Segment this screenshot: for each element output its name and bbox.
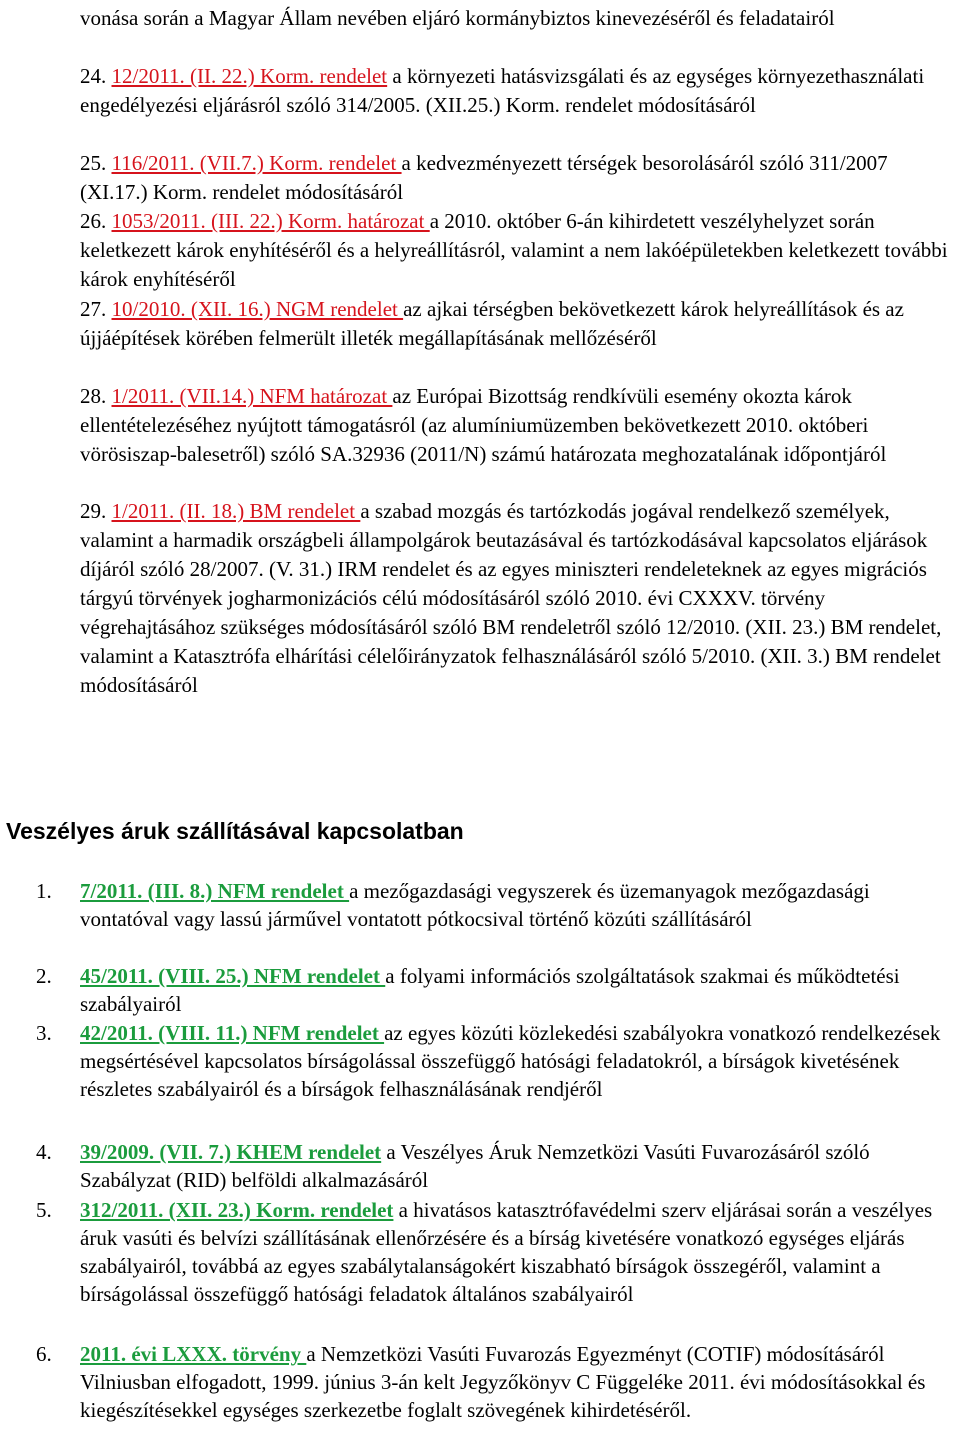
list-item	[80, 4, 960, 33]
item-text: a mezőgazdasági vegyszerek és üzemanyagok mezőgazdasági vontatóval vagy lassú járművel vontatott pótkocsival történő közúti szállításáról	[80, 879, 870, 931]
list-item	[36, 1196, 956, 1308]
law-link[interactable]: 45/2011. (VIII. 25.) NFM rendelet	[80, 964, 386, 988]
item-number: 2.	[36, 964, 52, 988]
item-number: 1.	[36, 879, 52, 903]
list-item	[36, 1019, 956, 1103]
list-item	[36, 1138, 956, 1194]
item-text: a folyami információs szolgáltatások szakmai és működtetési szabályairól	[80, 964, 900, 1016]
item-number: 3.	[36, 1021, 52, 1045]
item-number: 24.	[80, 64, 107, 88]
item-text: az ajkai térségben bekövetkezett károk helyreállítások és az újjáépítések körében felmerült illeték megállapításának mellőzéséről	[80, 297, 904, 350]
list-item	[80, 62, 960, 120]
law-link[interactable]: 116/2011. (VII.7.) Korm. rendelet	[111, 151, 402, 175]
law-link[interactable]: 1/2011. (VII.14.) NFM határozat	[111, 384, 393, 408]
item-number: 5.	[36, 1198, 52, 1222]
item-text: a hivatásos katasztrófavédelmi szerv eljárásai során a veszélyes áruk vasúti és belvízi szállításának ellenőrzésére és a bírság kivetésére vonatkozó egységes eljárás szabályairól, továbbá az egyes szabálytalanságokért kiszabható bírságok összegéről, valamint a bírságolással összefüggő hatósági feladatok általános szabályairól	[80, 1198, 933, 1306]
item-text: vonása során a Magyar Állam nevében eljáró kormánybiztos kinevezéséről és feladatairól	[80, 6, 835, 30]
item-text: az Európai Bizottság rendkívüli esemény okozta károk ellentételezéséhez nyújtott támogatásról (az alumíniumüzemben bekövetkezett 2010. októberi vörösiszap-balesetről) szóló SA.32936 (2011/N) számú határozata meghozatalának időpontjáról	[80, 384, 887, 466]
law-link[interactable]: 39/2009. (VII. 7.) KHEM rendelet	[80, 1140, 382, 1164]
list-item	[36, 1340, 956, 1424]
item-number: 28.	[80, 384, 107, 408]
list-item	[80, 497, 960, 700]
list-item	[36, 877, 956, 933]
list-item	[80, 382, 960, 469]
law-link[interactable]: 1/2011. (II. 18.) BM rendelet	[111, 499, 361, 523]
item-number: 6.	[36, 1342, 52, 1366]
list-item	[36, 962, 956, 1018]
law-link[interactable]: 12/2011. (II. 22.) Korm. rendelet	[111, 64, 388, 88]
law-link[interactable]: 42/2011. (VIII. 11.) NFM rendelet	[80, 1021, 385, 1045]
item-text: a Veszélyes Áruk Nemzetközi Vasúti Fuvarozásáról szóló Szabályzat (RID) belföldi alkalmazásáról	[80, 1140, 870, 1192]
law-link[interactable]: 10/2010. (XII. 16.) NGM rendelet	[111, 297, 404, 321]
item-number: 4.	[36, 1140, 52, 1164]
item-text: a kedvezményezett térségek besorolásáról szóló 311/2007 (XI.17.) Korm. rendelet módosításáról	[80, 151, 888, 204]
item-text: a környezeti hatásvizsgálati és az egységes környezethasználati engedélyezési eljárásról szóló 314/2005. (XII.25.) Korm. rendelet módosításáról	[80, 64, 925, 117]
item-number: 26.	[80, 209, 107, 233]
section-heading: Veszélyes áruk szállításával kapcsolatban	[6, 818, 464, 844]
law-link[interactable]: 1053/2011. (III. 22.) Korm. határozat	[111, 209, 430, 233]
item-text: az egyes közúti közlekedési szabályokra vonatkozó rendelkezések megsértésével kapcsolatos bírságolással összefüggő hatósági feladatokról, a bírságok kivetésének részletes szabályairól és a bírságok felhasználásának rendjéről	[80, 1021, 941, 1101]
law-link[interactable]: 2011. évi LXXX. törvény	[80, 1342, 307, 1366]
item-text: a szabad mozgás és tartózkodás jogával rendelkező személyek, valamint a harmadik országbeli állampolgárok beutazásával és tartózkodásával kapcsolatos eljárások díjáról szóló 28/2007. (V. 31.) IRM rendelet és az egyes miniszteri rendeleteknek az egyes migrációs tárgyú törvények jogharmonizációs célú módosításáról szóló 2010. évi CXXXV. törvény végrehajtásához szükséges módosításáról szóló BM rendeletről szóló 12/2010. (XII. 23.) BM rendelet, valamint a Katasztrófa elhárítási célelőirányzatok felhasználásáról szóló 5/2010. (XII. 3.) BM rendelet módosításáról	[80, 499, 942, 697]
list-item	[80, 295, 960, 353]
item-number: 25.	[80, 151, 107, 175]
law-link[interactable]: 7/2011. (III. 8.) NFM rendelet	[80, 879, 350, 903]
item-text: a Nemzetközi Vasúti Fuvarozás Egyezményt (COTIF) módosításáról Vilniusban elfogadott, 1999. június 3-án kelt Jegyzőkönyv C Függeléke 2011. évi módosításokkal és kiegészítésekkel egységes szerkezetbe foglalt szövegének kihirdetéséről.	[80, 1342, 926, 1422]
item-number: 27.	[80, 297, 107, 321]
list-item	[80, 207, 960, 294]
law-link[interactable]: 312/2011. (XII. 23.) Korm. rendelet	[80, 1198, 394, 1222]
item-number: 29.	[80, 499, 107, 523]
list-item	[80, 149, 960, 207]
item-text: a 2010. október 6-án kihirdetett veszélyhelyzet során keletkezett károk enyhítéséről és a helyreállításról, valamint a nem lakóépületekben keletkezett további károk enyhítéséről	[80, 209, 948, 291]
